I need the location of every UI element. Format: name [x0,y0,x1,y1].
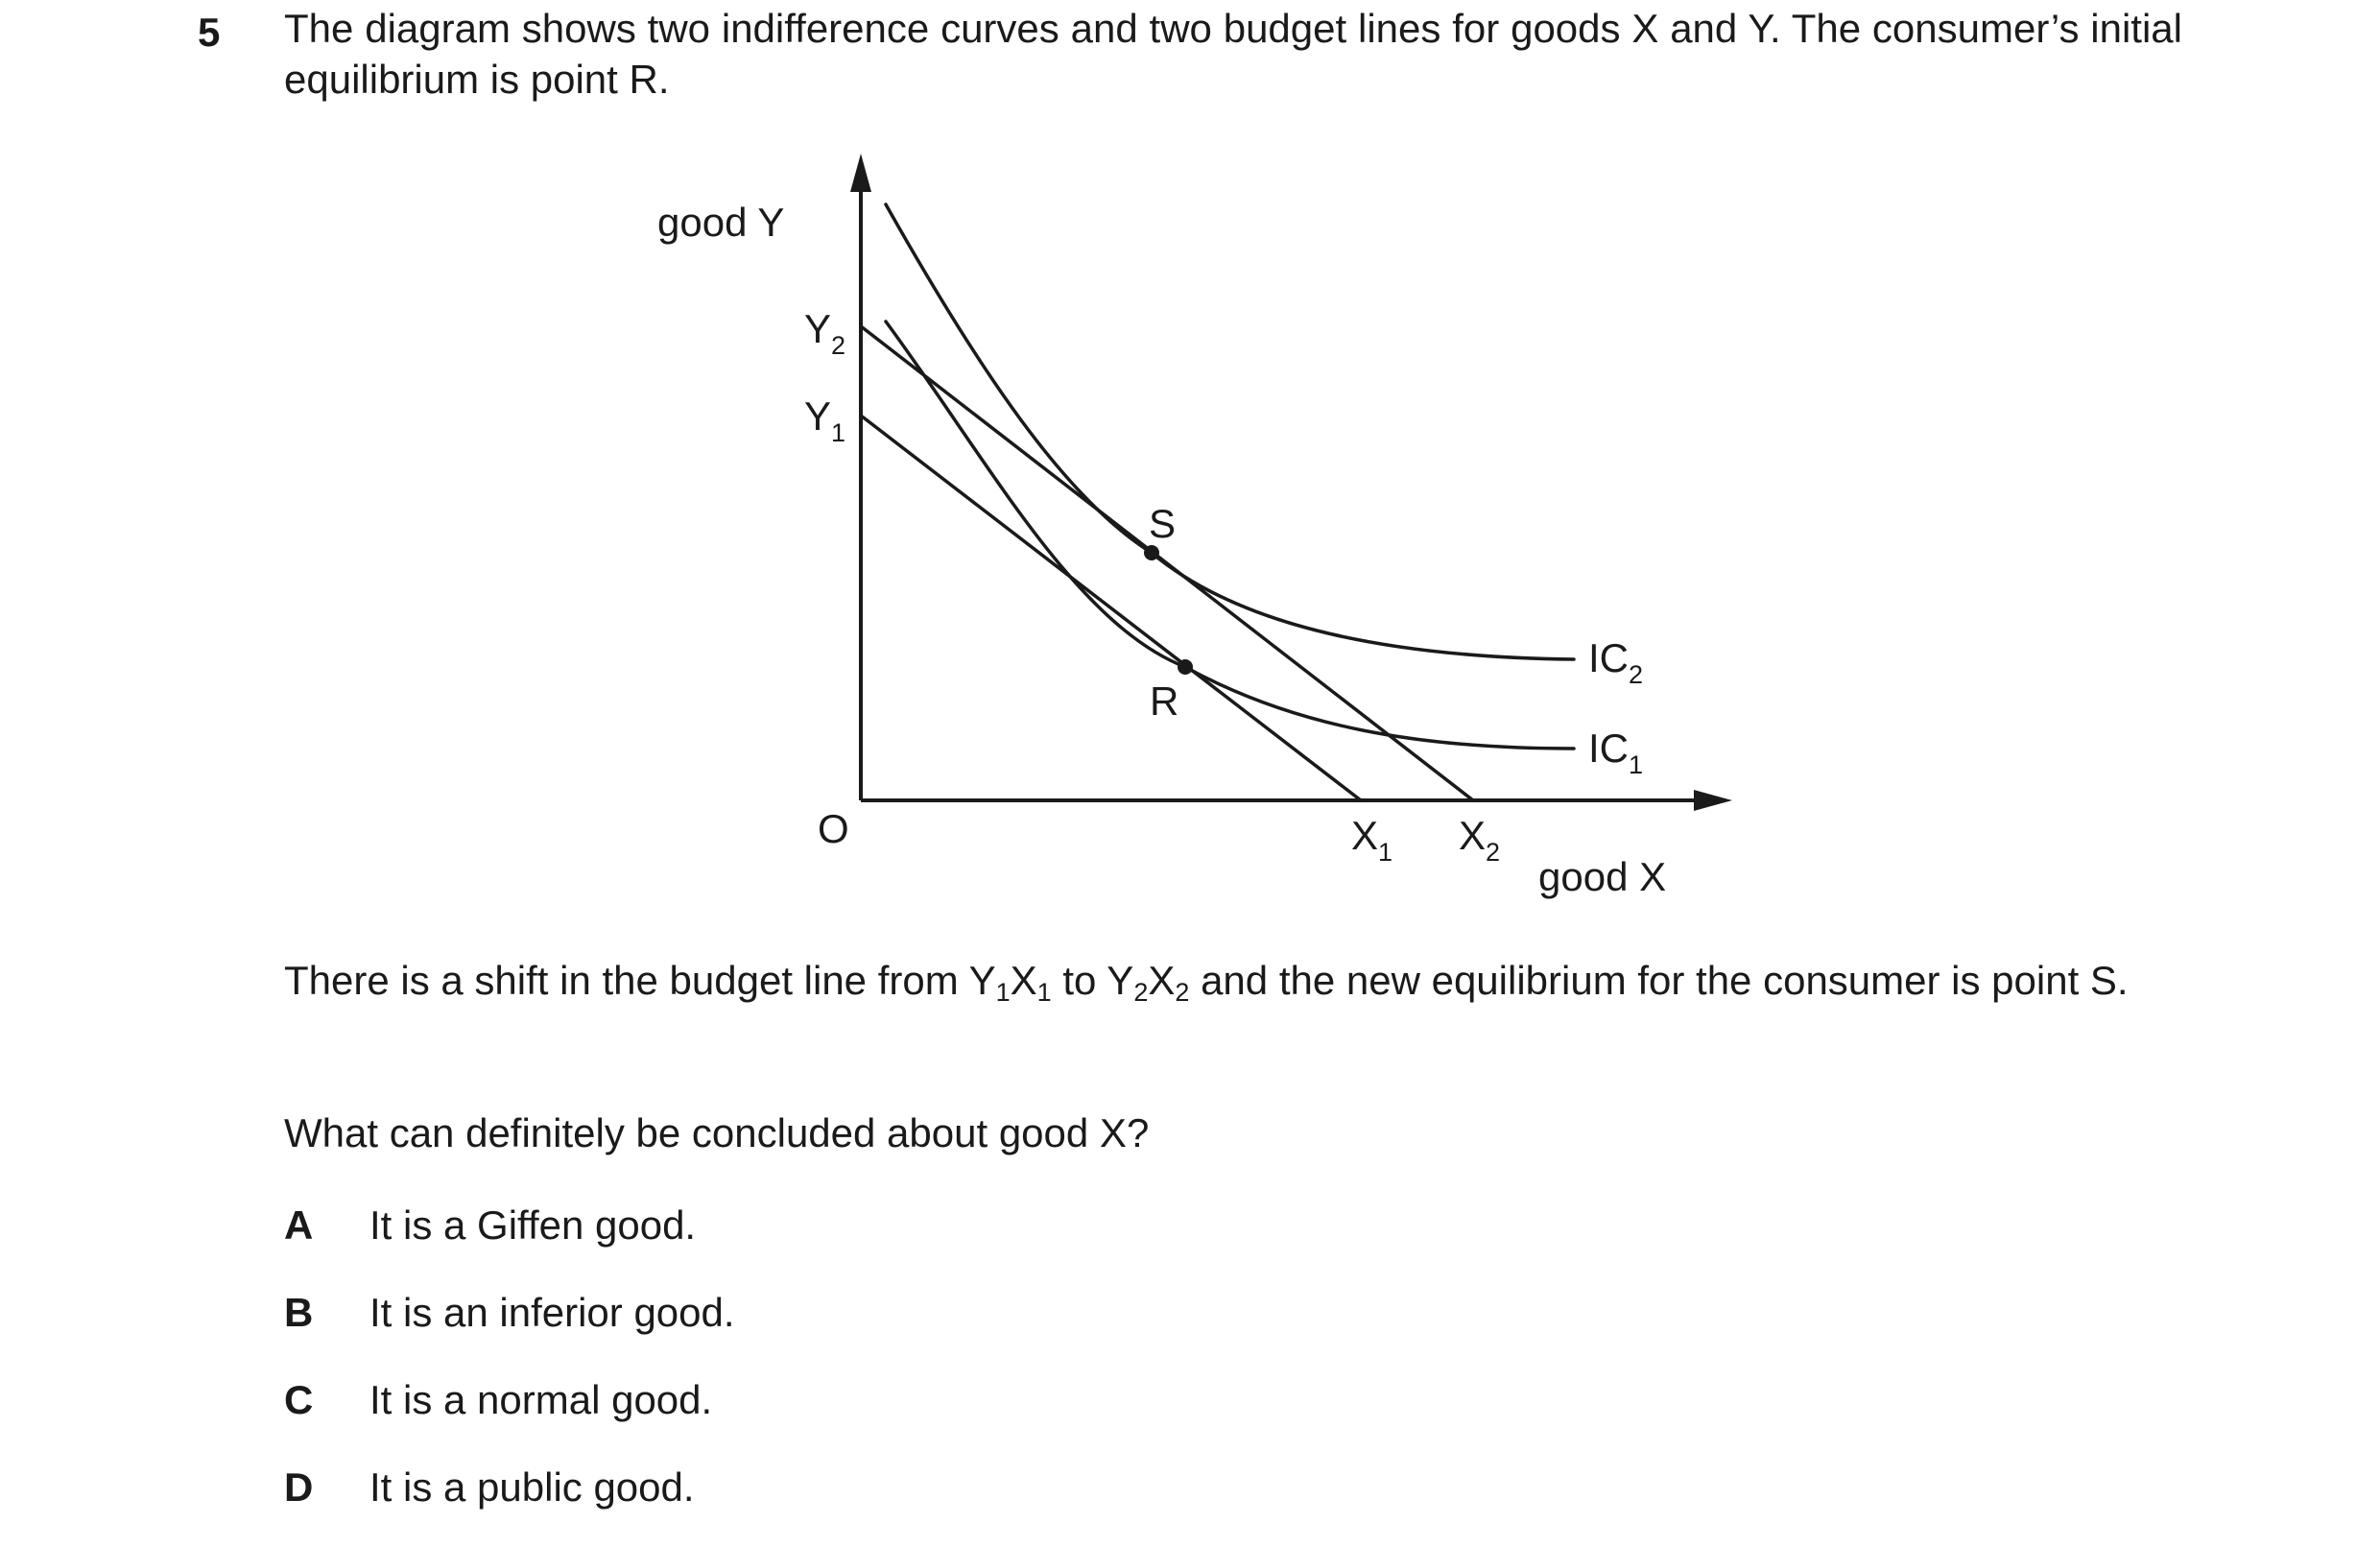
y2-intercept-label: $Y_2$ [804,306,846,360]
x2-intercept-label: $X_2$ [1459,813,1501,867]
option-text: It is a public good. [369,1464,695,1510]
question-number: 5 [198,10,221,55]
option-text: It is a Giffen good. [369,1202,697,1248]
y-axis-label: good Y [657,200,785,245]
point-r-label: R [1150,678,1179,724]
shift-statement: There is a shift in the budget line from $Y_1X_1$ to $Y_2X_2$ and the new equilibrium for the consumer is point S. [284,958,2129,1007]
question-prompt: What can definitely be concluded about good X? [284,1110,1150,1155]
option-letter: C [284,1377,314,1422]
x-axis-arrowhead [1694,790,1732,811]
origin-label: O [818,806,849,851]
point-r-marker [1178,659,1193,675]
ic2-label: $IC_2$ [1588,635,1644,689]
question-intro: The diagram shows two indifference curves and two budget lines for goods X and Y. The consumer’s initial equilibrium is point R. [284,6,2182,102]
option-letter: A [284,1202,314,1248]
point-s-marker [1144,545,1159,560]
budget-line-y1x1 [861,416,1361,800]
x1-intercept-label: $X_1$ [1351,813,1393,867]
indifference-curve-ic1 [886,321,1574,749]
x-axis-label: good X [1538,854,1667,899]
option-text: It is an inferior good. [369,1290,735,1335]
point-s-label: S [1149,501,1177,546]
option-letter: B [284,1290,314,1335]
option-letter: D [284,1464,314,1510]
y-axis-arrowhead [850,154,871,192]
indifference-curve-ic2 [886,204,1574,659]
option-text: It is a normal good. [369,1377,713,1422]
y1-intercept-label: $Y_1$ [804,393,846,447]
ic1-label: $IC_1$ [1588,726,1644,779]
